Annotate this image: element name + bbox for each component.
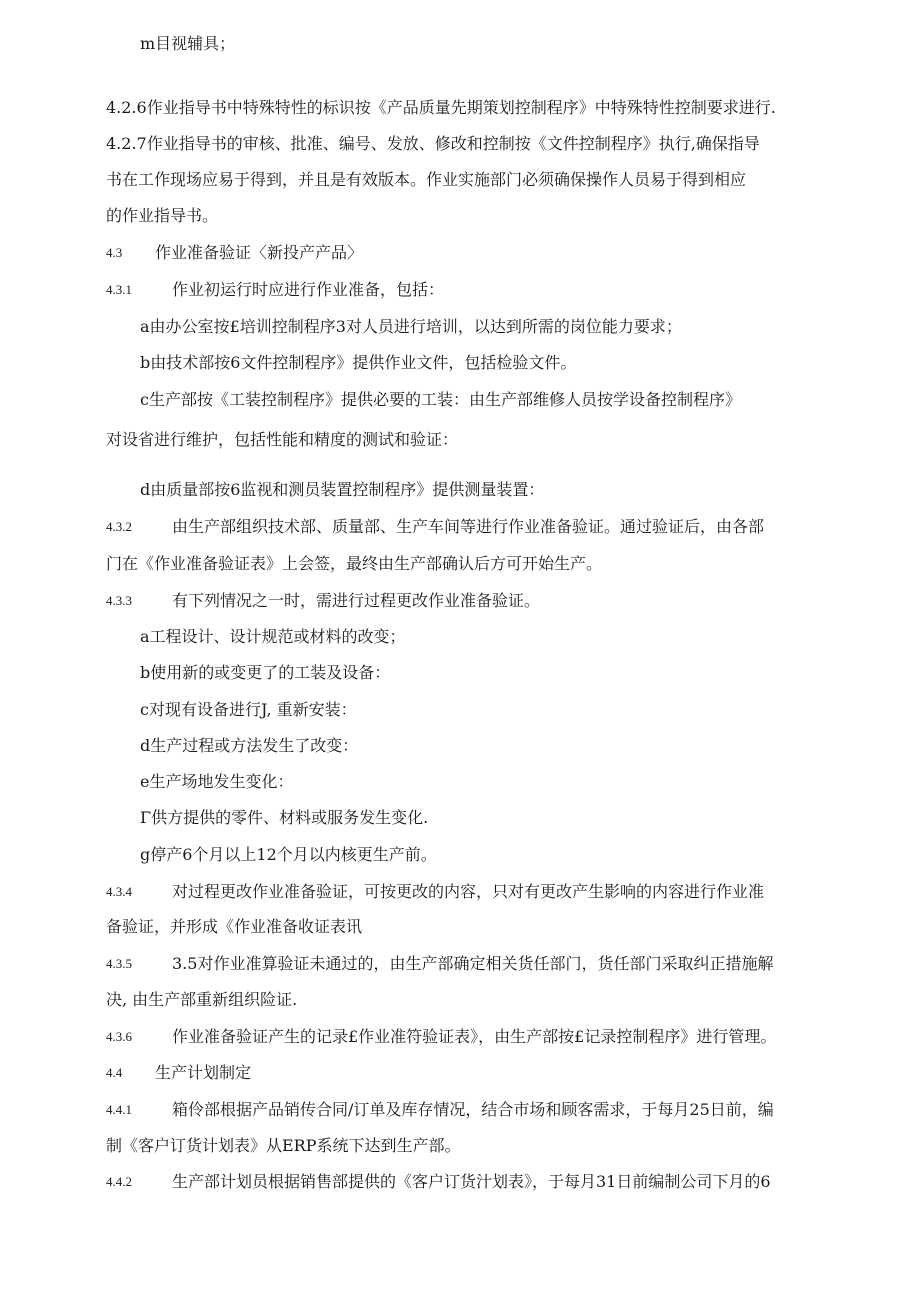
section-number-4-4: 4.4 <box>106 1065 123 1080</box>
section-heading-4-4: 生产计划制定 <box>155 1063 252 1082</box>
list-item-c: c生产部按《工装控制程序》提供必要的工装：由生产部维修人员按学设备控制程序》 <box>140 390 741 409</box>
list-item-m: m目视辅具； <box>140 34 236 53</box>
list-item: g停产6个月以上12个月以内核更生产前。 <box>140 845 437 864</box>
section-text-4-3-2-line-2: 门在《作业准备验证表》上会签，最终由生产部确认后方可开始生产。 <box>106 554 603 573</box>
list-item: Γ供方提供的零件、材料或服务发生变化. <box>140 808 429 827</box>
section-text-4-3-5-line-2: 决, 由生产部重新组织险证. <box>106 990 298 1009</box>
section-number-4-3-6: 4.3.6 <box>106 1029 132 1044</box>
section-number-4-3-3: 4.3.3 <box>106 593 132 608</box>
list-item: c对现有设备进行J, 重新安装： <box>140 700 357 719</box>
section-text-4-3-2: 由生产部组织技术部、质量部、生产车间等进行作业准备验证。通过验证后，由各部 <box>172 517 765 536</box>
section-heading-4-3: 作业准备验证〈新投产产品〉 <box>155 243 364 262</box>
section-text-4-3-3: 有下列情况之一时，需进行过程更改作业准备验证。 <box>172 591 541 610</box>
section-4-2-7-line-1: 4.2.7作业指导书的审核、批准、编号、发放、修改和控制按《文件控制程序》执行,确保指导 <box>106 134 760 153</box>
list-item-d: d由质量部按6监视和测员装置控制程序》提供测量装置： <box>140 480 545 499</box>
section-number-4-3-5: 4.3.5 <box>106 956 132 971</box>
section-number-4-3-4: 4.3.4 <box>106 884 132 899</box>
list-item: e生产场地发生变化： <box>140 772 294 791</box>
list-item: a工程设计、设计规范或材料的改变； <box>140 627 406 646</box>
section-text-4-3-6: 作业准备验证产生的记录£作业准符验证表》，由生产部按£记录控制程序》进行管理。 <box>172 1027 777 1046</box>
section-number-4-3: 4.3 <box>106 245 123 260</box>
section-text-4-4-2: 生产部计划员根据销售部提供的《客户订货汁划表》，于每月31日前编制公司下月的6 <box>172 1172 771 1191</box>
list-item: b使用新的或变更了的工装及设备： <box>140 663 391 682</box>
section-text-4-4-1: 箱伶部根据产品销传合同/订单及库存情况，结合市场和顾客需求，于每月25日前，编 <box>172 1100 774 1119</box>
list-item-b: b由技术部按6文件控制程序》提供作业文件，包括检验文件。 <box>140 353 577 372</box>
section-number-4-3-2: 4.3.2 <box>106 519 132 534</box>
section-4-2-7-line-2: 书在工作现场应易于得到，并且是有效版本。作业实施部门必须确保操作人员易于得到相应 <box>106 170 747 189</box>
list-item-c-continued: 对设省进行维护，包括性能和精度的测试和验证： <box>106 430 459 449</box>
section-text-4-3-5: 3.5对作业准算验证未通过的，由生产部确定相关货任部门，货任部门采取纠正措施解 <box>172 954 774 973</box>
section-number-4-4-1: 4.4.1 <box>106 1102 132 1117</box>
section-text-4-3-1: 作业初运行时应进行作业准备，包括： <box>172 280 445 299</box>
section-number-4-4-2: 4.4.2 <box>106 1174 132 1189</box>
section-4-2-7-line-3: 的作业指导书。 <box>106 206 219 225</box>
section-4-2-6: 4.2.6作业指导书中特殊特性的标识按《产品质量先期策划控制程序》中特殊特性控制要求进行. <box>106 98 776 117</box>
section-text-4-4-1-line-2: 制《客户订货计划表》从ERP系统下达到生产部。 <box>106 1136 461 1155</box>
list-item: d生产过程或方法发生了改变： <box>140 736 359 755</box>
list-item-a: a由办公室按£培训控制程序3对人员进行培训，以达到所需的岗位能力要求； <box>140 317 682 336</box>
section-text-4-3-4-line-2: 备验证，并形成《作业准备收证表讯 <box>106 917 363 936</box>
section-text-4-3-4: 对过程更改作业准备验证，可按更改的内容，只对有更改产生影响的内容进行作业准 <box>172 882 765 901</box>
section-number-4-3-1: 4.3.1 <box>106 282 132 297</box>
